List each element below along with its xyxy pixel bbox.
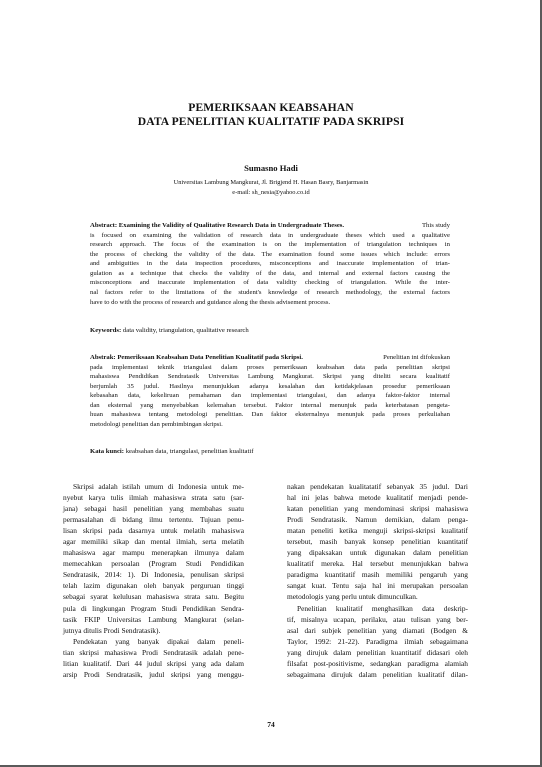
line-text: sangat kuat. Tentu saja hal ini merupakan persoalan bbox=[287, 581, 468, 591]
line-text: kualitatif mereka. Hal tersebut menunjukkan bahwa bbox=[287, 559, 468, 569]
affiliation-line: Universitas Lambung Mangkurat, Jl. Brigjend H. Hasan Basry, Banjarmasin bbox=[173, 179, 369, 186]
abstract-line bbox=[90, 259, 450, 269]
body-text-line bbox=[287, 525, 468, 536]
abstract-line bbox=[90, 372, 450, 382]
line-text: metodologi penelitian dan pembimbingan skripsi. bbox=[90, 421, 223, 429]
body-text-line bbox=[287, 558, 468, 569]
kata-kunci-label: Kata kunci bbox=[90, 448, 122, 455]
abstract-body bbox=[90, 231, 450, 308]
body-text-line bbox=[63, 569, 244, 580]
line-text: berjumlah 35 judul. Hasilnya menunjukkan adanya kesalahan dan ketidakjelasan prosedur pemeriksaan bbox=[90, 382, 450, 390]
body-text-line bbox=[63, 603, 244, 614]
abstract-line bbox=[90, 410, 450, 420]
title-line: DATA PENELITIAN KUALITATIF PADA SKRIPSI bbox=[137, 115, 405, 128]
line-text: tif, misalnya ucapan, perilaku, atau tulisan yang ber- bbox=[287, 614, 468, 624]
line-text: dan eksternal yang menyebabkan kelemahan tersebut. Faktor internal menunjuk pada keterbatasan pengeta- bbox=[90, 401, 450, 409]
body-text-line bbox=[287, 625, 468, 636]
line-text: have to do with the process of research and guidance along the thesis advisement process. bbox=[90, 298, 331, 306]
abstract-body bbox=[90, 363, 450, 430]
abstract-line: Abstract: Examining the Validity of Qualitative Research Data in Undergraduate Theses. This study bbox=[90, 222, 450, 229]
keywords-english: Keywords: data validity, triangulation, qualitative research bbox=[90, 327, 249, 334]
keywords-text: data validity, triangulation, qualitative research bbox=[122, 327, 249, 334]
line-text: pada implementasi teknik triangulasi dalam proses pemeriksaan keabsahan data pada penelitian skripsi bbox=[90, 363, 450, 371]
abstract-line-tail: Penelitian ini difokuskan bbox=[383, 354, 450, 361]
body-text-line bbox=[287, 580, 468, 591]
line-text: nyebut karya tulis ilmiah mahasiswa strata satu (sar- bbox=[63, 493, 244, 503]
line-text: asal dari subjek penelitian yang diamati (Bodgen & bbox=[287, 625, 468, 635]
abstract-line bbox=[90, 401, 450, 411]
abstract-line bbox=[90, 298, 450, 308]
line-text: Pendekatan yang banyak dipakai dalam peneli- bbox=[73, 636, 244, 646]
body-text-line bbox=[63, 580, 244, 591]
body-text-line bbox=[287, 481, 468, 492]
line-text: yang dirujuk dalam penelitian kuantitatif didasari oleh bbox=[287, 647, 468, 657]
body-text-line bbox=[63, 614, 244, 625]
body-text-line bbox=[287, 547, 468, 558]
line-text: the process of checking the validity of the data. The examination found some issues which include: errors bbox=[90, 250, 450, 258]
title-line: PEMERIKSAAN KEABSAHAN bbox=[188, 101, 354, 114]
line-text: mahasiswa agar mampu menerapkan ilmunya dalam bbox=[63, 548, 244, 558]
line-text: katan penelitian yang mendominasi skripsi mahasiswa bbox=[287, 504, 468, 514]
line-text: hal ini jelas bahwa metode kualitatif menjadi pende- bbox=[287, 493, 468, 503]
line-text: Sendratasik, 2014: 1). Di Indonesia, penulisan skripsi bbox=[63, 570, 244, 580]
line-text: Skripsi adalah istilah umum di Indonesia untuk me- bbox=[73, 482, 244, 491]
body-text-line bbox=[287, 591, 468, 602]
body-text-line bbox=[63, 536, 244, 547]
line-text: matan peneliti ketika menguji skripsi-skripsi kualitatif bbox=[287, 526, 468, 536]
abstract-line bbox=[90, 420, 450, 430]
body-text-line bbox=[287, 647, 468, 658]
body-column-left bbox=[63, 481, 244, 680]
abstract-english bbox=[90, 221, 450, 307]
line-text: huan mahasiswa tentang metodologi penelitian. Dan faktor eksternalnya menunjuk pada proses perkuliahan bbox=[90, 411, 450, 419]
abstract-line-tail: This study bbox=[421, 222, 450, 229]
body-text-line bbox=[63, 492, 244, 503]
line-text: nal factors refer to the limitations of the student's knowledge of research methodology, the external factors bbox=[90, 289, 450, 297]
line-text: sebagai syarat kelulusan mahasiswa strata satu. Begitu bbox=[63, 592, 244, 602]
abstract-line bbox=[90, 231, 450, 241]
line-text: tasik FKIP Universitas Lambung Mangkurat (selan- bbox=[63, 614, 244, 624]
body-text-line bbox=[287, 614, 468, 625]
body-text-line bbox=[287, 536, 468, 547]
line-text: tersebut, masih banyak konsep penelitian kuantitatif bbox=[287, 537, 468, 547]
abstract-line bbox=[90, 278, 450, 288]
line-text: Taylor, 1992: 21-22). Paradigma ilmiah sebagaimana bbox=[287, 636, 468, 646]
body-text-line bbox=[287, 658, 468, 669]
body-text-line bbox=[63, 547, 244, 558]
kata-kunci-text: keabsahan data, triangulasi, penelitian kualitatif bbox=[125, 448, 254, 455]
body-text-line bbox=[63, 647, 244, 658]
line-text: yang dipaksakan untuk digunakan dalam penelitian bbox=[287, 548, 468, 558]
paper-title bbox=[0, 101, 542, 129]
body-text-line bbox=[63, 625, 244, 636]
line-text: kebasahan data, kekeliruan pemahaman dan implementasi triangulasi, dan adanya faktor-faktor internal bbox=[90, 392, 450, 400]
line-text: arsip Prodi Sendratasik, judul skripsi yang menggu- bbox=[63, 669, 244, 679]
body-text-line bbox=[287, 514, 468, 525]
line-text: nakan pendekatan kualitatatif sebanyak 35 judul. Dari bbox=[287, 482, 468, 491]
abstract-line bbox=[90, 288, 450, 298]
line-text: telah lazim digunakan oleh banyak perguruan tinggi bbox=[63, 581, 244, 591]
line-text: is focused on examining the validation of research data in undergraduate theses which used a qualitative bbox=[90, 231, 450, 239]
body-text-line bbox=[63, 558, 244, 569]
page-number: 74 bbox=[267, 720, 275, 729]
body-text-line bbox=[63, 503, 244, 514]
body-text-line bbox=[63, 669, 244, 680]
line-text: memecahkan persoalan (Program Studi Pendidikan bbox=[63, 559, 244, 569]
abstract-heading: Examining the Validity of Qualitative Research Data in Undergraduate Theses. bbox=[118, 222, 345, 229]
line-text: lisan skripsi pada dasarnya untuk melatih mahasiswa bbox=[63, 526, 244, 536]
keywords-label: Keywords bbox=[90, 327, 119, 334]
line-text: pula di lingkungan Program Studi Pendidikan Sendra- bbox=[63, 603, 244, 613]
body-text-line bbox=[287, 636, 468, 647]
abstract-line bbox=[90, 240, 450, 250]
abstract-line bbox=[90, 382, 450, 392]
abstract-line bbox=[90, 391, 450, 401]
body-text-line bbox=[287, 492, 468, 503]
abstract-label: Abstract bbox=[90, 222, 115, 229]
line-text: Penelitian kualitatif menghasilkan data deskrip- bbox=[297, 603, 468, 613]
author-affiliation bbox=[0, 178, 542, 197]
line-text: jana) sebagai hasil penelitian yang membahas suatu bbox=[63, 504, 244, 514]
abstract-line: Abstrak: Pemeriksaan Keabsahan Data Penelitian Kualitatif pada Skripsi. Penelitian ini difokuskan bbox=[90, 354, 450, 361]
abstrak-label: Abstrak bbox=[90, 354, 114, 361]
line-text: filsafat post-positivisme, sedangkan paradigma alamiah bbox=[287, 658, 468, 668]
abstract-line bbox=[90, 250, 450, 260]
line-text: tian skripsi mahasiswa Prodi Sendratasik adalah pene- bbox=[63, 647, 244, 657]
author-email: e-mail: sh_nesia@yahoo.co.id bbox=[232, 188, 310, 196]
line-text: metodologis yang perlu untuk dimunculkan. bbox=[287, 592, 418, 602]
keywords-indonesian: Kata kunci: keabsahan data, triangulasi, penelitian kualitatif bbox=[90, 448, 254, 455]
author-name: Sumasno Hadi bbox=[244, 163, 298, 173]
abstrak-heading: Pemeriksaan Keabsahan Data Penelitian Kualitatif pada Skripsi. bbox=[117, 354, 303, 361]
line-text: and ambiguities in the data inspection procedures, misconceptions and inaccurate implementation of trian- bbox=[90, 260, 450, 268]
body-text-line bbox=[287, 669, 468, 680]
abstract-indonesian bbox=[90, 353, 450, 430]
line-text: research approach. The focus of the examination is on the implementation of triangulation techniques in bbox=[90, 241, 450, 249]
body-text-line bbox=[287, 569, 468, 580]
line-text: paradigma kuantitatif masih memiliki pengaruh yang bbox=[287, 570, 468, 580]
body-text-line bbox=[63, 636, 244, 647]
line-text: misconceptions and inaccurate implementation of data validity checking of triangulation. While the inter- bbox=[90, 279, 450, 287]
line-text: litian kualitatif. Dari 44 judul skripsi yang ada dalam bbox=[63, 658, 244, 668]
line-text: jutnya ditulis Prodi Sendratasik). bbox=[63, 625, 161, 635]
body-text-line bbox=[63, 658, 244, 669]
line-text: gulation as a technique that checks the validity of the data, and internal and external factors causing the bbox=[90, 269, 450, 277]
body-text-line bbox=[63, 525, 244, 536]
body-column-right bbox=[287, 481, 468, 680]
line-text: mahasiswa Pendidikan Sendratasik Universitas Lambung Mangkurat. Skripsi yang diteliti secara kualitatif bbox=[90, 373, 450, 381]
line-text: permasalahan di bidang ilmu tertentu. Tujuan penu- bbox=[63, 515, 244, 525]
body-text-line bbox=[63, 514, 244, 525]
line-text: Prodi Sendratasik. Namun demikian, dalam penga- bbox=[287, 515, 468, 525]
line-text: agar memiliki sikap dan mental ilmiah, serta melatih bbox=[63, 537, 244, 547]
abstract-line bbox=[90, 363, 450, 373]
line-text: sebagaimana dirujuk dalam penelitian kualitatif dilan- bbox=[287, 669, 468, 679]
abstract-line bbox=[90, 269, 450, 279]
body-text-line bbox=[63, 591, 244, 602]
body-text-line bbox=[287, 503, 468, 514]
body-text-line bbox=[287, 603, 468, 614]
body-text-line bbox=[63, 481, 244, 492]
